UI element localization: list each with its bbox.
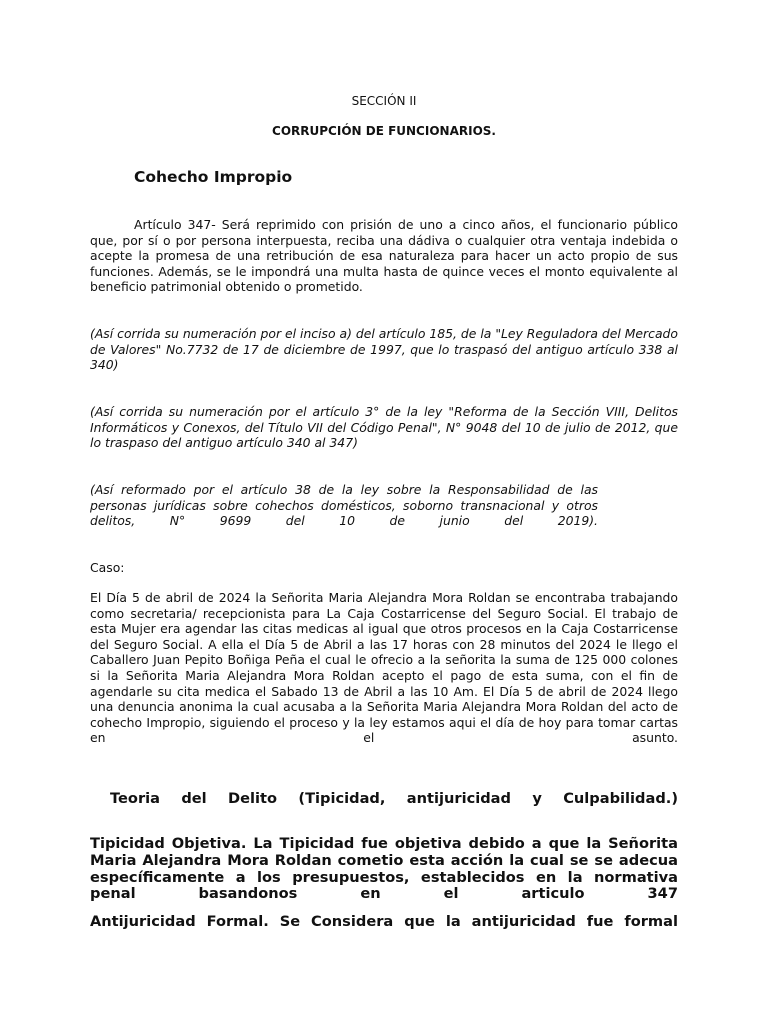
note-paragraph-2: (Así corrida su numeración por el artículo 3° de la ley "Reforma de la Sección VIII, Delitos Informáticos y Conexos, del Título VII del Código Penal", N° 9048 del 10 de julio de 2012, que lo traspaso del antiguo artículo 340 al 347) xyxy=(90,404,678,451)
case-label: Caso: xyxy=(90,560,125,575)
note-paragraph-3: (Así reformado por el artículo 38 de la ley sobre la Responsabilidad de las personas jurídicas sobre cohechos domésticos, soborno transnacional y otros delitos, N° 9699 del 10 de junio del 2019). xyxy=(90,482,598,529)
case-paragraph: El Día 5 de abril de 2024 la Señorita Maria Alejandra Mora Roldan se encontraba trabajando como secretaria/ recepcionista para La Caja Costarricense del Seguro Social. El trabajo de esta Mujer era agendar las citas medicas al igual que otros procesos en la Caja Costarricense del Seguro Social. A ella el Día 5 de Abril a las 17 horas con 28 minutos del 2024 le llego el Caballero Juan Pepito Boñiga Peña el cual le ofrecio a la señorita la suma de 125 000 colones si la Señorita Maria Alejandra Mora Roldan acepto el pago de esta suma, con el fin de agendarle su cita medica el Sabado 13 de Abril a las 10 Am. El Día 5 de abril de 2024 llego una denuncia anonima la cual acusaba a la Señorita Maria Alejandra Mora Roldan del acto de cohecho Impropio, siguiendo el proceso y la ley estamos aqui el día de hoy para tomar cartas en el asunto. xyxy=(90,590,678,746)
theory-heading: Teoria del Delito (Tipicidad, antijuricidad y Culpabilidad.) xyxy=(110,790,678,807)
section-title: CORRUPCIÓN DE FUNCIONARIOS. xyxy=(272,124,496,138)
subtitle: Cohecho Impropio xyxy=(134,168,293,186)
section-number: SECCIÓN II xyxy=(351,94,417,108)
article-paragraph: Artículo 347- Será reprimido con prisión de uno a cinco años, el funcionario público que, por sí o por persona interpuesta, reciba una dádiva o cualquier otra ventaja indebida o acepte la promesa de una retribución de esa naturaleza para hacer un acto propio de sus funciones. Además, se le impondrá una multa hasta de quince veces el monto equivalente al beneficio patrimonial obtenido o prometido. xyxy=(90,217,678,295)
tipicidad-paragraph: Tipicidad Objetiva. La Tipicidad fue objetiva debido a que la Señorita Maria Alejandra Mora Roldan cometio esta acción la cual se se adecua específicamente a los presupuestos, establecidos en la normativa penal basandonos en el articulo 347 xyxy=(90,835,678,903)
antijuricidad-paragraph: Antijuricidad Formal. Se Considera que la antijuricidad fue formal xyxy=(90,913,678,930)
note-paragraph-1: (Así corrida su numeración por el inciso a) del artículo 185, de la "Ley Reguladora del Mercado de Valores" No.7732 de 17 de diciembre de 1997, que lo traspasó del antiguo artículo 338 al 340) xyxy=(90,326,678,373)
